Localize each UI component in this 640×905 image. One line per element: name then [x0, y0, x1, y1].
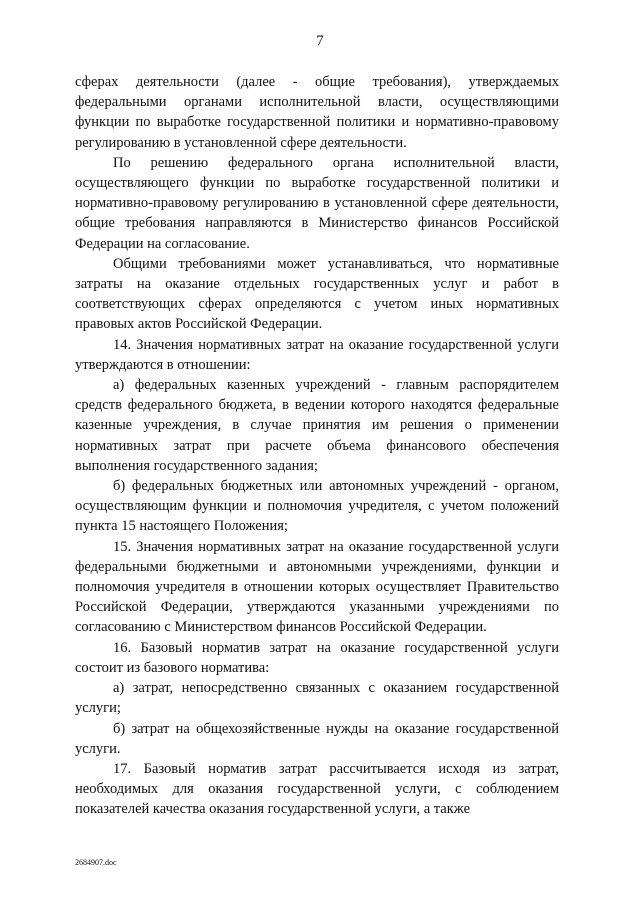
paragraph: 17. Базовый норматив затрат рассчитывается исходя из затрат, необходимых для оказания государственной услуги, с соблюдением показателей качества оказания государственной услуги, а также — [75, 760, 559, 818]
page-number: 7 — [316, 33, 324, 49]
document-file-id: 2684907.doc — [75, 858, 117, 867]
paragraph: 16. Базовый норматив затрат на оказание государственной услуги состоит из базового норматива: — [75, 639, 559, 676]
paragraph: 14. Значения нормативных затрат на оказание государственной услуги утверждаются в отношении: — [75, 336, 559, 373]
paragraph: По решению федерального органа исполнительной власти, осуществляющего функции по выработке государственной политики и нормативно-правовому регулированию в установленной сфере деятельности, общие требования направляются в Министерство финансов Российской Федерации на согласование. — [75, 154, 559, 252]
paragraph: 15. Значения нормативных затрат на оказание государственной услуги федеральными бюджетными и автономными учреждениями, функции и полномочия учредителя в отношении которых осуществляет Правительство Российской Федерации, утверждаются указанными учреждениями по согласованию с Министерством финансов Российской Федерации. — [75, 538, 559, 636]
document-body — [75, 72, 559, 820]
paragraph: а) затрат, непосредственно связанных с оказанием государственной услуги; — [75, 680, 559, 717]
paragraph: Общими требованиями может устанавливаться, что нормативные затраты на оказание отдельных государственных услуг и работ в соответствующих сферах определяются с учетом иных нормативных правовых актов Российской Федерации. — [75, 255, 559, 333]
paragraph: б) федеральных бюджетных или автономных учреждений - органом, осуществляющим функции и полномочия учредителя, с учетом положений пункта 15 настоящего Положения; — [75, 478, 559, 535]
paragraph: а) федеральных казенных учреждений - главным распорядителем средств федерального бюджета, в ведении которого находятся федеральные казенные учреждения, в случае принятия им решения о применении нормативных затрат при расчете объема финансового обеспечения выполнения государственного задания; — [75, 377, 559, 474]
paragraph: б) затрат на общехозяйственные нужды на оказание государственной услуги. — [75, 720, 559, 757]
paragraph: сферах деятельности (далее - общие требования), утверждаемых федеральными органами исполнительной власти, осуществляющими функции по выработке государственной политики и нормативно-правовому регулированию в установленной сфере деятельности. — [75, 74, 559, 151]
